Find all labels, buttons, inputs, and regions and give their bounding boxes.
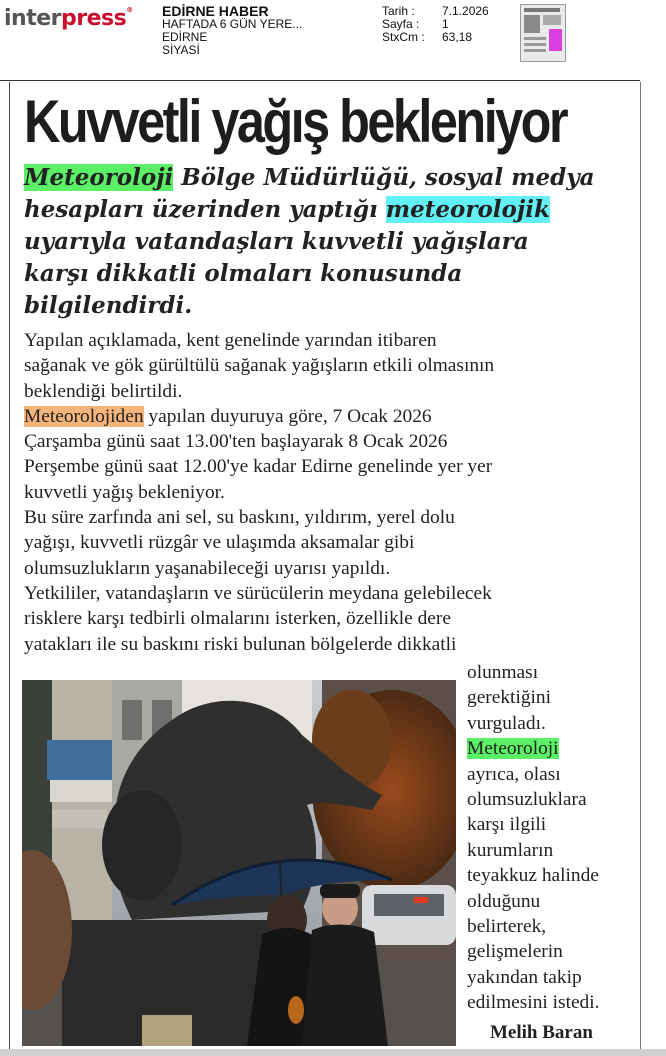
publication-city: EDİRNE [162,30,208,44]
clipping-header [0,0,666,80]
article-lead: Meteoroloji Bölge Müdürlüğü, sosyal medya hesapları üzerinden yaptığı meteorolojik uyarıyla vatandaşları kuvvetli yağışlara karşı dikkatli olmaları konusunda bilgilendirdi. [24,164,595,319]
article-body: Yapılan açıklamada, kent genelinde yarından itibaren sağanak ve gök gürültülü sağanak yağışların etkili olmasının beklendiği belirtildi. Meteorolojiden yapılan duyuruya göre, 7 Ocak 2026 Çarşamba günü saat 13.00'ten başlayarak 8 Ocak 2026 Perşembe günü saat 12.00'ye kadar Edirne genelinde yer yer kuvvetli yağış bekleniyor. Bu süre zarfında ani sel, su baskını, yıldırım, yerel dolu yağışı, kuvvetli rüzgâr ve ulaşımda aksamalar gibi olumsuzlukların yaşanabileceği uyarısı yapıldı. Yetkililer, vatandaşların ve sürücülerin meydana gelebilecek risklere karşı tedbirli olmalarını isterken, özellikle dere yatakları ile su baskını riski bulunan bölgelerde dikkatli [24,330,495,655]
header-divider [0,80,640,81]
interpress-logo: interpress® [4,6,133,31]
keyword-highlight: Meteoroloji [24,164,174,191]
article-side-column: olunması gerektiğini vurguladı. Meteoroloji ayrıca, olası olumsuzluklara karşı ilgili kurumların teyakkuz halinde olduğunu belirterek, gelişmelerin yakından takip edilmesini istedi. [467,662,600,1014]
article-photo [22,680,456,1046]
keyword-highlight: Meteoroloji [467,738,559,760]
publication-category: SİYASİ [162,43,200,57]
meta-page-row: Sayfa : 1 [382,17,449,31]
clipping-meta [382,5,489,44]
article-headline: Kuvvetli yağış bekleniyor [24,88,567,155]
page-thumbnail[interactable] [520,4,566,62]
publication-frequency: HAFTADA 6 GÜN YERE... [162,17,303,31]
article-byline: Melih Baran [490,1022,593,1043]
keyword-highlight: Meteorolojiden [24,405,144,427]
publication-name: EDİRNE HABER [162,3,269,19]
meta-date-row: Tarih : 7.1.2026 [382,4,489,18]
keyword-highlight: meteorolojik [385,196,550,223]
left-column-rule [9,82,10,1052]
bottom-strip [0,1049,666,1056]
logo-text-right: press [61,6,127,31]
logo-text-left: inter [4,6,61,31]
meta-stxcm-row: StxCm : 63,18 [382,30,473,44]
publication-info [162,5,302,57]
